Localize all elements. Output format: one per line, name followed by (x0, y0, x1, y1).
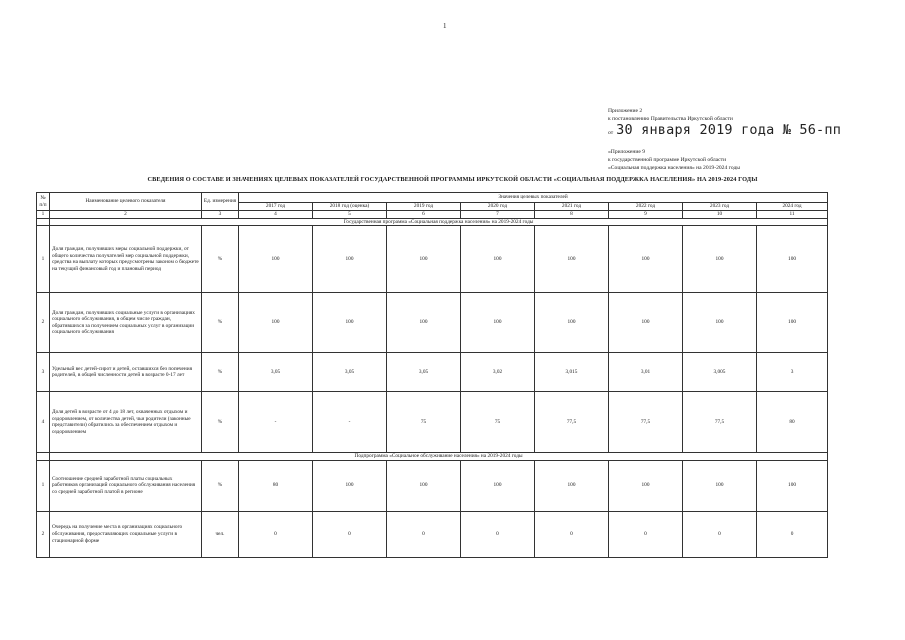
row-value: 100 (609, 460, 683, 511)
row-num: 2 (37, 511, 50, 557)
row-value: 100 (461, 293, 535, 353)
handwritten-date: 30 января 2019 года № 56-пп (616, 122, 842, 138)
header-year: 2020 год (461, 203, 535, 211)
row-num: 4 (37, 392, 50, 453)
row-unit: % (202, 460, 239, 511)
column-number: 11 (757, 211, 828, 219)
row-unit: чел. (202, 511, 239, 557)
row-value: 0 (757, 511, 828, 557)
row-value: 100 (757, 226, 828, 293)
table-row (37, 226, 828, 293)
header-year: 2023 год (683, 203, 757, 211)
header-year: 2024 год (757, 203, 828, 211)
page-number: 1 (443, 22, 447, 30)
appendix-line-1: Приложение 2 (608, 108, 643, 114)
row-value: 100 (757, 460, 828, 511)
row-name: Удельный вес детей-сирот и детей, оставшихся без попечения родителей, в общей численности детей в возрасте 0-17 лет (50, 353, 202, 392)
header-unit: Ед. измерения (202, 193, 239, 211)
column-number: 4 (239, 211, 313, 219)
row-value: 3,005 (683, 353, 757, 392)
row-value: 0 (313, 511, 387, 557)
row-unit: % (202, 392, 239, 453)
column-number: 2 (50, 211, 202, 219)
row-value: 80 (757, 392, 828, 453)
row-value: 100 (609, 226, 683, 293)
row-value: 100 (535, 293, 609, 353)
appendix-line-5: «Социальная поддержка населения» на 2019-2024 годы (608, 165, 741, 171)
row-value: 0 (239, 511, 313, 557)
row-num: 2 (37, 293, 50, 353)
row-value: - (313, 392, 387, 453)
row-num: 3 (37, 353, 50, 392)
row-value: 100 (239, 293, 313, 353)
row-value: 3,05 (387, 353, 461, 392)
column-number: 3 (202, 211, 239, 219)
row-name: Доля граждан, получивших меры социальной поддержки, от общего количества получателей мер социальной поддержки, средства на выплату которых предусмотрены законом о бюджете на текущий финансовый год и плановый период (50, 226, 202, 293)
row-value: 0 (683, 511, 757, 557)
row-value: 100 (239, 226, 313, 293)
appendix-line-4: к государственной программе Иркутской области (608, 157, 727, 163)
indicators-table (36, 192, 828, 558)
row-unit: % (202, 226, 239, 293)
column-number: 1 (37, 211, 50, 219)
row-value: 100 (387, 460, 461, 511)
row-value: 77,5 (683, 392, 757, 453)
header-name: Наименование целевого показателя (50, 193, 202, 211)
column-number: 6 (387, 211, 461, 219)
row-value: 77,5 (535, 392, 609, 453)
appendix-line-2: к постановлению Правительства Иркутской области (608, 116, 733, 122)
row-unit: % (202, 353, 239, 392)
row-value: 0 (535, 511, 609, 557)
row-num: 1 (37, 460, 50, 511)
row-value: 100 (609, 293, 683, 353)
section-row (37, 453, 828, 461)
column-number: 7 (461, 211, 535, 219)
row-name: Доля детей в возрасте от 4 до 18 лет, охваченных отдыхом и оздоровлением, от количества детей, чьи родители (законные представители) обратились за обеспечением отдыхом и оздоровлением (50, 392, 202, 453)
column-number: 9 (609, 211, 683, 219)
row-value: 100 (313, 293, 387, 353)
row-value: 100 (683, 460, 757, 511)
row-num: 1 (37, 226, 50, 293)
row-value: 100 (461, 460, 535, 511)
appendix-from: от (608, 130, 614, 136)
row-value: 3,015 (535, 353, 609, 392)
appendix-line-3: «Приложение 9 (608, 149, 646, 155)
table-row (37, 460, 828, 511)
column-number: 10 (683, 211, 757, 219)
row-value: 3,02 (461, 353, 535, 392)
row-value: 100 (313, 226, 387, 293)
header-year: 2018 год (оценка) (313, 203, 387, 211)
header-num: № п/п (37, 193, 50, 211)
row-value: 3,01 (609, 353, 683, 392)
row-value: 100 (535, 226, 609, 293)
section-title: Государственная программа «Социальная поддержка населения» на 2019-2024 годы (50, 218, 828, 226)
table-row (37, 392, 828, 453)
row-value: 3 (757, 353, 828, 392)
row-value: 100 (313, 460, 387, 511)
section-row (37, 218, 828, 226)
row-value: 100 (683, 226, 757, 293)
section-title: Подпрограмма «Социальное обслуживание населения» на 2019-2024 годы (50, 453, 828, 461)
document-title: СВЕДЕНИЯ О СОСТАВЕ И ЗНАЧЕНИЯХ ЦЕЛЕВЫХ ПОКАЗАТЕЛЕЙ ГОСУДАРСТВЕННОЙ ПРОГРАММЫ ИРКУТСКОЙ ОБЛАСТИ «СОЦИАЛЬНАЯ ПОДДЕРЖКА НАСЕЛЕНИЯ» НА 2019-2024 ГОДЫ (147, 176, 758, 183)
appendix-block (608, 107, 841, 172)
row-value: 100 (461, 226, 535, 293)
row-value: 0 (387, 511, 461, 557)
row-value: 80 (239, 460, 313, 511)
row-value: 100 (387, 226, 461, 293)
table-row (37, 511, 828, 557)
row-value: 3,05 (239, 353, 313, 392)
row-value: 75 (387, 392, 461, 453)
header-values: Значения целевых показателей (239, 193, 828, 203)
row-value: - (239, 392, 313, 453)
row-unit: % (202, 293, 239, 353)
row-name: Соотношение средней заработной платы социальных работников организаций социального обслуживания населения со средней заработной платой в регионе (50, 460, 202, 511)
row-name: Очередь на получение места в организациях социального обслуживания, предоставляющих социальные услуги в стационарной форме (50, 511, 202, 557)
header-year: 2021 год (535, 203, 609, 211)
row-value: 100 (535, 460, 609, 511)
column-number: 5 (313, 211, 387, 219)
row-value: 75 (461, 392, 535, 453)
row-value: 100 (387, 293, 461, 353)
appendix-date-line (608, 123, 841, 140)
table-row (37, 353, 828, 392)
header-year: 2017 год (239, 203, 313, 211)
row-name: Доля граждан, получивших социальные услуги в организациях социального обслуживания, в общем числе граждан, обратившихся за получением социальных услуг в организации социального обслуживания (50, 293, 202, 353)
row-value: 0 (461, 511, 535, 557)
row-value: 100 (757, 293, 828, 353)
row-value: 100 (683, 293, 757, 353)
row-value: 3,05 (313, 353, 387, 392)
row-value: 77,5 (609, 392, 683, 453)
header-year: 2019 год (387, 203, 461, 211)
row-value: 0 (609, 511, 683, 557)
header-year: 2022 год (609, 203, 683, 211)
column-number: 8 (535, 211, 609, 219)
table-row (37, 293, 828, 353)
